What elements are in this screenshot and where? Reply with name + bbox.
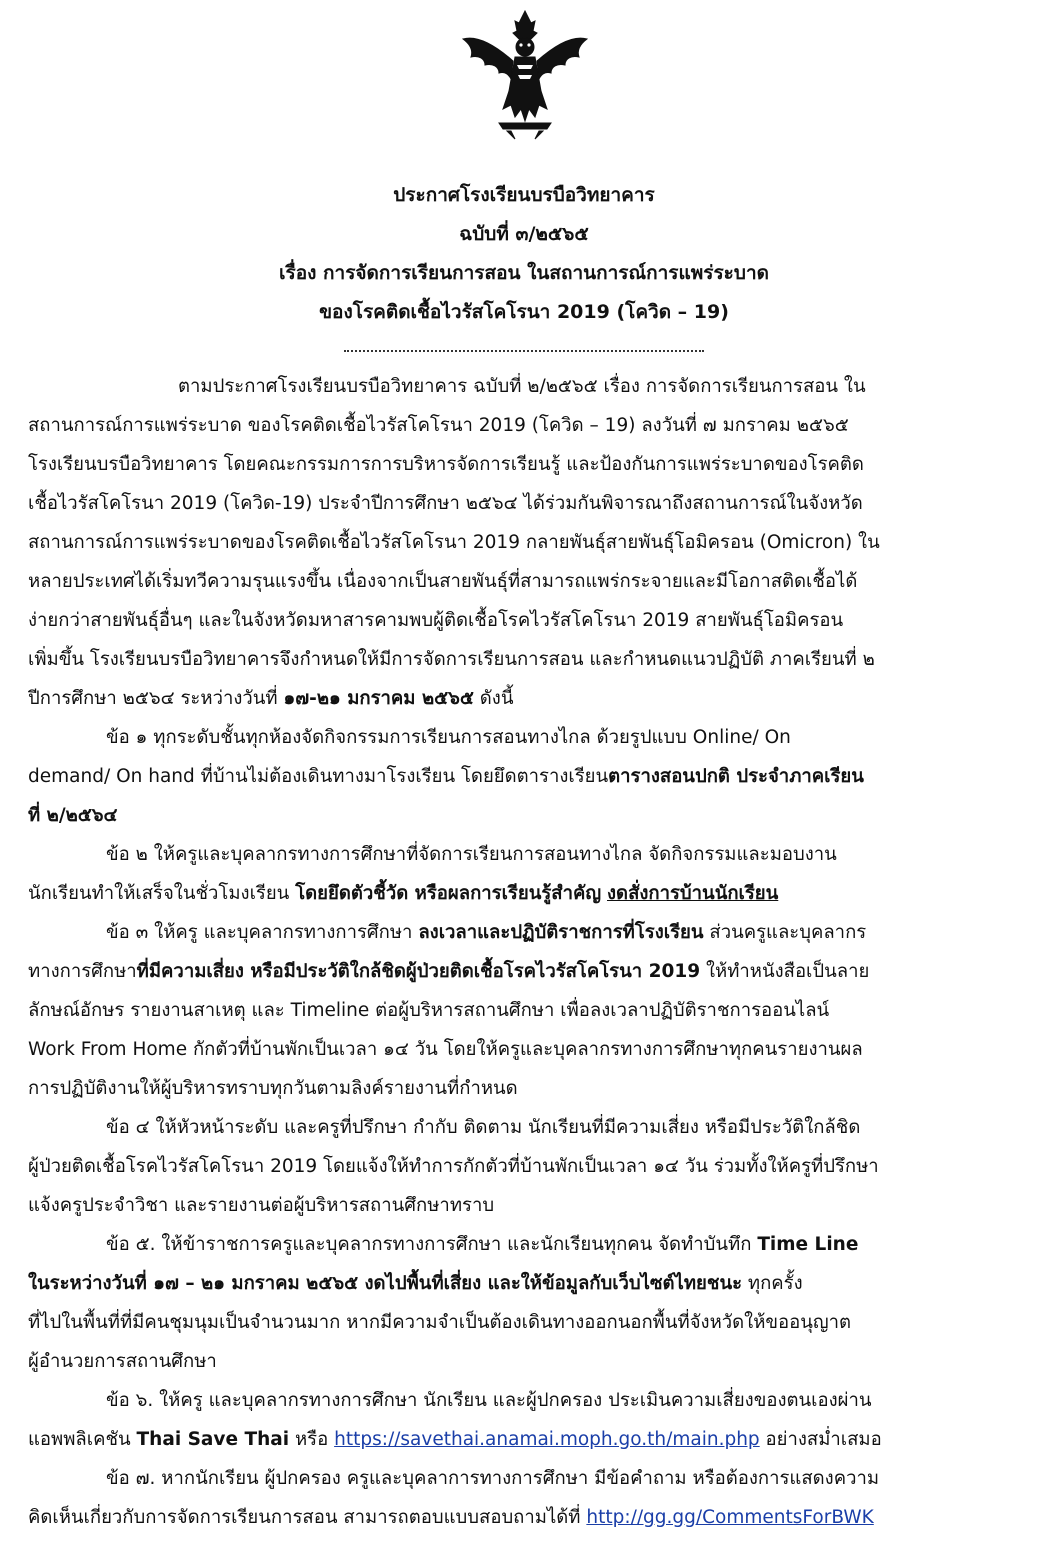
item-5-tail: ทุกครั้ง [742, 1273, 803, 1294]
app-name-bold: Thai Save Thai [136, 1429, 290, 1450]
item-3-text: ข้อ ๓ ให้ครู และบุคลากรทางการศึกษา [106, 922, 419, 943]
item-1-line: ข้อ ๑ ทุกระดับชั้นทุกห้องจัดกิจกรรมการเรียนการสอนทางไกล ด้วยรูปแบบ Online/ On [106, 727, 791, 748]
item-7-line: ข้อ ๗. หากนักเรียน ผู้ปกครอง ครูและบุคลาการทางการศึกษา มีข้อคำถาม หรือต้องการแสดงความ [106, 1468, 880, 1489]
announcement-subject-line2: ของโรคติดเชื้อไวรัสโคโรนา 2019 (โควิด – 19) [319, 301, 729, 323]
comments-form-link[interactable]: http://gg.gg/CommentsForBWK [586, 1507, 874, 1528]
item-6-text: แอพพลิเคชัน [28, 1429, 137, 1450]
item-5-line [28, 1225, 1018, 1264]
item-6-tail: อย่างสม่ำเสมอ [759, 1429, 882, 1450]
item-3-line: ลักษณ์อักษร รายงานสาเหตุ และ Timeline ต่อผู้บริหารสถานศึกษา เพื่อลงเวลาปฏิบัติราชการออนไลน์ [28, 1000, 830, 1021]
item-5-line [28, 1264, 1018, 1303]
item-2-bold: โดยยึดตัวชี้วัด หรือผลการเรียนรู้สำคัญ [295, 883, 602, 904]
item-3-text: ทางการศึกษา [28, 961, 137, 982]
intro-last-tail: ดังนี้ [473, 688, 514, 709]
item-2-line: ข้อ ๒ ให้ครูและบุคลากรทางการศึกษาที่จัดการเรียนการสอนทางไกล จัดกิจกรรมและมอบงาน [106, 844, 837, 865]
intro-line: ง่ายกว่าสายพันธุ์อื่นๆ และในจังหวัดมหาสารคามพบผู้ติดเชื้อโรคไวรัสโคโรนา 2019 สายพันธุ์โอมิครอน [28, 610, 844, 631]
intro-line: เพิ่มขึ้น โรงเรียนบรบือวิทยาคารจึงกำหนดให้มีการจัดการเรียนการสอน และกำหนดแนวปฏิบัติ ภาคเรียนที่ ๒ [28, 649, 875, 670]
item-3-bold: ที่มีความเสี่ยง หรือมีประวัติใกล้ชิดผู้ป่วยติดเชื้อโรคไวรัสโคโรนา 2019 [136, 961, 701, 982]
intro-line: เชื้อไวรัสโคโรนา 2019 (โควิด-19) ประจำปีการศึกษา ๒๕๖๔ ได้ร่วมกันพิจารณาถึงสถานการณ์ในจังหวัด [28, 493, 863, 514]
item-2-underline: งดสั่งการบ้านนักเรียน [607, 883, 779, 904]
item-5-line: ผู้อำนวยการสถานศึกษา [28, 1351, 217, 1372]
garuda-emblem [455, 5, 595, 145]
item-6-line [28, 1420, 1018, 1459]
item-3-line: การปฏิบัติงานให้ผู้บริหารทราบทุกวันตามลิงค์รายงานที่กำหนด [28, 1078, 518, 1099]
item-6-mid: หรือ [289, 1429, 335, 1450]
intro-line: สถานการณ์การแพร่ระบาดของโรคติดเชื้อไวรัสโคโรนา 2019 กลายพันธุ์สายพันธุ์โอมิครอน (Omicron) ใน [28, 532, 880, 553]
intro-last-text: ปีการศึกษา ๒๕๖๔ ระหว่างวันที่ [28, 688, 284, 709]
item-5-bold: Time Line [757, 1234, 859, 1255]
dotted-separator [344, 350, 704, 352]
item-3-bold: ลงเวลาและปฏิบัติราชการที่โรงเรียน [418, 922, 704, 943]
savethai-link[interactable]: https://savethai.anamai.moph.go.th/main.php [334, 1429, 760, 1450]
item-5-bold: ในระหว่างวันที่ ๑๗ – ๒๑ มกราคม ๒๕๖๕ งดไปพื้นที่เสี่ยง และให้ข้อมูลกับเว็บไซต์ไทยชนะ [28, 1273, 743, 1294]
item-5-text: ข้อ ๕. ให้ข้าราชการครูและบุคลากรทางการศึกษา และนักเรียนทุกคน จัดทำบันทึก [106, 1234, 758, 1255]
intro-line: โรงเรียนบรบือวิทยาคาร โดยคณะกรรมการการบริหารจัดการเรียนรู้ และป้องกันการแพร่ระบาดของโรคติด [28, 454, 864, 475]
announcement-title: ประกาศโรงเรียนบรบือวิทยาคาร [393, 184, 655, 206]
item-1-bold: ตารางสอนปกติ ประจำภาคเรียน [608, 766, 864, 787]
intro-last-line [28, 679, 1018, 718]
item-2-text: นักเรียนทำให้เสร็จในชั่วโมงเรียน [28, 883, 296, 904]
intro-line: หลายประเทศได้เริ่มทวีความรุนแรงขึ้น เนื่องจากเป็นสายพันธุ์ที่สามารถแพร่กระจายและมีโอกาสติดเชื้อได้ [28, 571, 858, 592]
intro-line: สถานการณ์การแพร่ระบาด ของโรคติดเชื้อไวรัสโคโรนา 2019 (โควิด – 19) ลงวันที่ ๗ มกราคม ๒๕๖๕ [28, 415, 849, 436]
announcement-number: ฉบับที่ ๓/๒๕๖๕ [459, 223, 589, 245]
item-3-line [28, 952, 1018, 991]
item-1-text: demand/ On hand ที่บ้านไม่ต้องเดินทางมาโรงเรียน โดยยึดตารางเรียน [28, 766, 609, 787]
date-range-bold: ๑๗-๒๑ มกราคม ๒๕๖๕ [283, 688, 474, 709]
item-3-tail: ให้ทำหนังสือเป็นลาย [700, 961, 870, 982]
item-4-line: แจ้งครูประจำวิชา และรายงานต่อผู้บริหารสถานศึกษาทราบ [28, 1195, 495, 1216]
item-7-text: คิดเห็นเกี่ยวกับการจัดการเรียนการสอน สามารถตอบแบบสอบถามได้ที่ [28, 1507, 587, 1528]
item-1-line: ที่ ๒/๒๕๖๔ [28, 805, 118, 826]
item-3-line [28, 913, 1018, 952]
item-4-line: ผู้ป่วยติดเชื้อโรคไวรัสโคโรนา 2019 โดยแจ้งให้ทำการกักตัวที่บ้านพักเป็นเวลา ๑๔ วัน ร่วมทั้งให้ครูที่ปรึกษา [28, 1156, 879, 1177]
item-2-line [28, 874, 1018, 913]
announcement-header [0, 176, 1048, 332]
intro-line: ตามประกาศโรงเรียนบรบือวิทยาคาร ฉบับที่ ๒/๒๕๖๕ เรื่อง การจัดการเรียนการสอน ใน [178, 376, 866, 397]
announcement-body [28, 367, 1018, 1537]
announcement-subject-line1: เรื่อง การจัดการเรียนการสอน ในสถานการณ์การแพร่ระบาด [279, 262, 769, 284]
item-7-line [28, 1498, 1018, 1537]
item-1-line [28, 757, 1018, 796]
item-5-line: ที่ไปในพื้นที่ที่มีคนชุมนุมเป็นจำนวนมาก หากมีความจำเป็นต้องเดินทางออกนอกพื้นที่จังหวัดให้ขออนุญาต [28, 1312, 852, 1333]
item-3-tail: ส่วนครูและบุคลากร [703, 922, 867, 943]
item-6-line: ข้อ ๖. ให้ครู และบุคลากรทางการศึกษา นักเรียน และผู้ปกครอง ประเมินความเสี่ยงของตนเองผ่าน [106, 1390, 872, 1411]
item-3-line: Work From Home กักตัวที่บ้านพักเป็นเวลา ๑๔ วัน โดยให้ครูและบุคลากรทางการศึกษาทุกคนรายงานผล [28, 1039, 863, 1060]
item-4-line: ข้อ ๔ ให้หัวหน้าระดับ และครูที่ปรึกษา กำกับ ติดตาม นักเรียนที่มีความเสี่ยง หรือมีประวัติใกล้ชิด [106, 1117, 861, 1138]
